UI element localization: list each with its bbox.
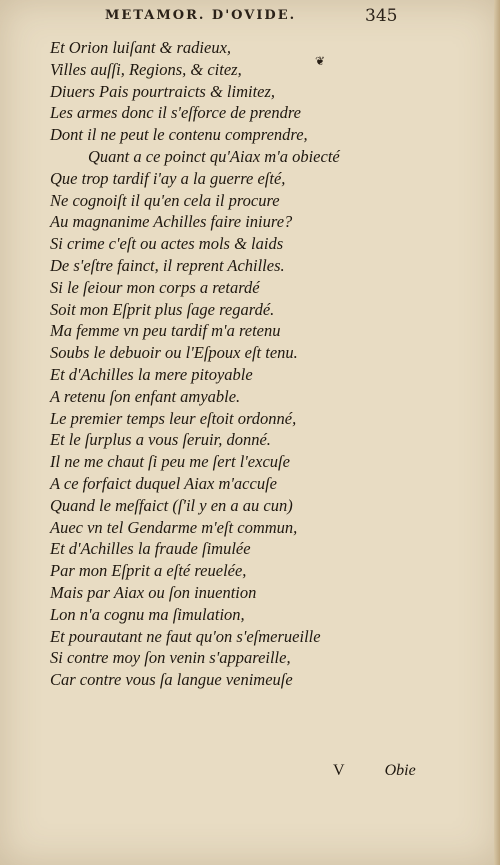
verse-line: Si crime c'eſt ou actes mols & laids xyxy=(50,234,284,254)
verse-block xyxy=(50,37,470,691)
verse-line: Mais par Aiax ou ſon inuention xyxy=(50,582,257,602)
verse-line: Et le ſurplus a vous ſeruir, donné. xyxy=(50,430,271,450)
verse-line: Ne cognoiſt il qu'en cela il procure xyxy=(50,190,280,210)
verse-line: Villes auſſi, Regions, & citez, xyxy=(50,59,242,79)
verse-line: Car contre vous ſa langue venimeuſe xyxy=(50,670,293,690)
verse-line: Si contre moy ſon venin s'appareille, xyxy=(50,648,291,668)
verse-line: Par mon Eſprit a eſté reuelée, xyxy=(50,561,247,581)
verse-line: Au magnanime Achilles faire iniure? xyxy=(50,212,293,232)
verse-line: Auec vn tel Gendarme m'eſt commun, xyxy=(50,517,298,537)
verse-line: Et d'Achilles la mere pitoyable xyxy=(50,364,253,384)
verse-line: Et pourautant ne faut qu'on s'eſmerueille xyxy=(50,626,321,646)
signature-mark: V xyxy=(333,762,345,779)
verse-line: A ce forfaict duquel Aiax m'accuſe xyxy=(50,473,277,493)
verse-line: Ma femme vn peu tardif m'a retenu xyxy=(50,321,281,341)
verse-line: Soubs le debuoir ou l'Eſpoux eſt tenu. xyxy=(50,343,298,363)
catchword: Obie xyxy=(384,762,416,779)
verse-line: Lon n'a cognu ma ſimulation, xyxy=(50,604,245,624)
verse-line: Le premier temps leur eſtoit ordonné, xyxy=(50,408,297,428)
flower-ornament-icon: ❦ xyxy=(315,54,326,68)
verse-line: Quand le meſfaict (ſ'il y en a au cun) xyxy=(50,495,293,515)
page-number: 345 xyxy=(365,6,398,26)
verse-line: De s'eſtre fainct, il reprent Achilles. xyxy=(50,255,285,275)
verse-line: Il ne me chaut ſi peu me ſert l'excuſe xyxy=(50,452,290,472)
verse-line: Diuers Pais pourtraicts & limitez, xyxy=(50,81,276,101)
verse-line: Et Orion luiſant & radieux, xyxy=(50,38,232,57)
verse-line: Les armes donc il s'eſforce de prendre xyxy=(50,103,301,123)
verse-line: Et d'Achilles la fraude ſimulée xyxy=(50,539,251,559)
verse-line: Si le ſeiour mon corps a retardé xyxy=(50,277,260,297)
verse-line: Quant a ce poinct qu'Aiax m'a obiecté xyxy=(88,146,340,166)
running-head: METAMOR. D'OVIDE. xyxy=(105,8,297,23)
verse-line: Que trop tardif i'ay a la guerre eſté, xyxy=(50,168,286,188)
page-footer xyxy=(333,762,416,780)
verse-line: Dont il ne peut le contenu comprendre, xyxy=(50,125,308,145)
page-edge xyxy=(494,0,500,865)
verse-line: A retenu ſon enfant amyable. xyxy=(50,386,241,406)
verse-line: Soit mon Eſprit plus ſage regardé. xyxy=(50,299,275,319)
